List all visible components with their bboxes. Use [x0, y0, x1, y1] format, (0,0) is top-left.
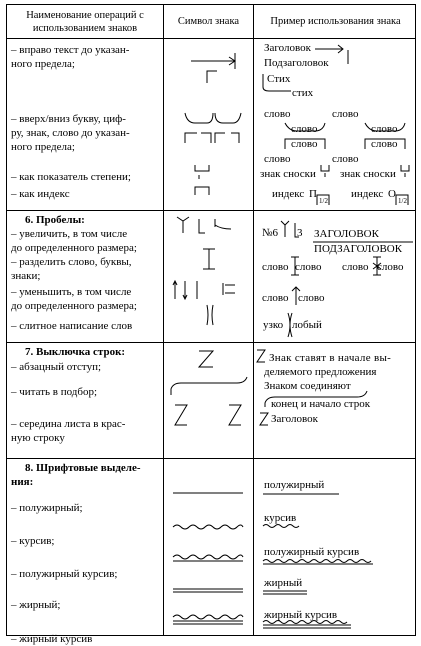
- example-narrow-b: лобый: [292, 319, 322, 331]
- example-index-1: индекс: [272, 188, 305, 200]
- superscript-mark-icon: [195, 165, 209, 179]
- bold-double-underline-icon: [173, 589, 243, 592]
- op-decrease-line1: – уменьшить, в том числе: [11, 286, 132, 298]
- example-number-marks-icon: [277, 219, 307, 241]
- run-in-mark-icon: [171, 377, 247, 395]
- example-semibold-italic: полужирный курсив: [264, 546, 360, 558]
- example-center-mark-icon: [258, 411, 272, 429]
- semibold-italic-underline-icon: [173, 555, 243, 561]
- subscript-mark-icon: [195, 187, 209, 195]
- op-runin: – читать в подбор;: [11, 386, 98, 398]
- example-bold-italic-underline-icon: [263, 619, 359, 629]
- column-divider-2: [253, 5, 254, 635]
- op-semibold-italic: – полужирный курсив;: [11, 568, 118, 580]
- italic-wavy-underline-icon: [173, 525, 243, 529]
- header-divider: [7, 38, 415, 39]
- example-word-5: слово: [291, 138, 318, 150]
- example-caps-heading: ЗАГОЛОВОК: [314, 228, 379, 240]
- example-footnote-marks-icon: [319, 163, 419, 179]
- example-narrow-a: узко: [263, 319, 284, 331]
- section-divider-2: [7, 342, 415, 343]
- header-example: Пример использования знака: [270, 16, 401, 27]
- example-semibold-italic-underline-icon: [263, 558, 379, 566]
- example-word-3: слово: [291, 123, 318, 135]
- example-word-1: слово: [264, 108, 291, 120]
- example-subheading: Подзаголовок: [264, 57, 329, 69]
- example-semibold-underline-icon: [263, 493, 343, 497]
- example-limit-mark-icon: [342, 50, 354, 66]
- example-index-sub-2: 1/2: [398, 197, 407, 205]
- header-operation: Наименование операций с использованием знаков: [26, 9, 144, 34]
- header-symbol: Символ знака: [177, 16, 240, 27]
- op-italic: – курсив;: [11, 535, 55, 547]
- op-right-line1: – вправо текст до указан-: [11, 44, 130, 56]
- space-marks-symbols: [173, 215, 249, 335]
- op-power: – как показатель степени;: [11, 171, 131, 183]
- example-index-marks-icon: [315, 191, 415, 205]
- example-sign-line2: деляемого предложения: [264, 366, 377, 378]
- op-increase-line1: – увеличить, в том числе: [11, 228, 128, 240]
- bold-italic-underline-icon: [173, 615, 243, 624]
- op-decrease-line2: до определенного размера;: [11, 300, 137, 312]
- example-join-mark-icon: [282, 311, 298, 339]
- example-bold-italic: жирный курсив: [264, 609, 338, 621]
- proof-marks-table: [6, 4, 416, 645]
- example-bold: жирный: [264, 577, 303, 589]
- justification-marks-symbols: [167, 347, 251, 451]
- example-join-line2: конец и начало строк: [271, 398, 371, 410]
- op-increase-line2: до определенного размера;: [11, 242, 137, 254]
- move-marks-symbols: [185, 45, 245, 205]
- example-indent-mark-icon: [255, 348, 269, 366]
- example-index-2: индекс: [351, 188, 384, 200]
- example-updown-marks-icon: [285, 117, 417, 157]
- example-caps-subheading: ПОДЗАГОЛОВОК: [314, 243, 403, 255]
- example-space-reduce-mark-icon: [290, 285, 302, 309]
- decrease-space-icon: [173, 281, 235, 299]
- op-join: – слитное написание слов: [11, 320, 133, 332]
- increase-space-icon: [177, 217, 231, 233]
- example-index-letter-1: П: [309, 188, 317, 200]
- section-justification-title: 7. Выключка строк:: [25, 346, 126, 358]
- op-bold: – жирный;: [11, 599, 61, 611]
- op-split-line2: знаки;: [11, 270, 41, 282]
- example-verse-2: стих: [292, 87, 314, 99]
- op-updown-line3: ного предела;: [11, 141, 75, 153]
- section-emphasis-title-line2: ния:: [11, 476, 34, 488]
- section-emphasis-title-line1: 8. Шрифтовые выделе-: [25, 462, 141, 474]
- example-space-word-4: слово: [377, 261, 404, 273]
- section-spaces-title: 6. Пробелы:: [25, 214, 85, 226]
- op-bold-italic: – жирный курсив: [11, 633, 93, 645]
- op-center-line2: ную строку: [11, 432, 65, 444]
- move-right-arrow-icon: [191, 53, 235, 83]
- join-words-icon: [207, 305, 213, 325]
- center-line-mark-icon: [175, 405, 241, 425]
- section-divider-1: [7, 210, 415, 211]
- example-number-2: 3: [297, 227, 303, 239]
- example-italic: курсив: [264, 512, 297, 524]
- example-index-sub-1: 1/2: [319, 197, 328, 205]
- example-space-word-3: слово: [342, 261, 369, 273]
- example-word-2: слово: [332, 108, 359, 120]
- indent-mark-icon: [199, 351, 213, 367]
- op-right-line2: ного предела;: [11, 58, 75, 70]
- column-divider-1: [163, 5, 164, 635]
- example-italic-underline-icon: [263, 523, 305, 529]
- example-space-word-1: слово: [262, 261, 289, 273]
- example-verse-1: Стих: [267, 73, 291, 85]
- example-word-8: слово: [332, 153, 359, 165]
- example-bold-underline-icon: [263, 590, 313, 596]
- example-space-word-6: слово: [298, 292, 325, 304]
- op-split-line1: – разделить слово, буквы,: [11, 256, 132, 268]
- op-semibold: – полужирный;: [11, 502, 83, 514]
- emphasis-marks-symbols: [173, 491, 245, 641]
- example-footnote-1: знак сноски: [260, 168, 316, 180]
- example-space-split-marks-icon: [289, 255, 389, 279]
- example-semibold: полужирный: [264, 479, 325, 491]
- example-join-line1: Знаком соединяют: [264, 380, 351, 392]
- op-updown-line1: – вверх/вниз букву, циф-: [11, 113, 126, 125]
- move-up-down-marks-icon: [185, 113, 241, 143]
- example-index-letter-2: О: [388, 188, 396, 200]
- section-divider-3: [7, 458, 415, 459]
- op-index: – как индекс: [11, 188, 70, 200]
- example-space-word-2: слово: [295, 261, 322, 273]
- op-indent: – абзацный отступ;: [11, 361, 102, 373]
- example-center-heading: Заголовок: [271, 413, 318, 425]
- example-footnote-2: знак сноски: [340, 168, 396, 180]
- example-space-word-5: слово: [262, 292, 289, 304]
- split-space-icon: [203, 249, 215, 269]
- example-heading: Заголовок: [264, 42, 311, 54]
- example-number-1: №6: [262, 227, 278, 239]
- example-word-6: слово: [371, 138, 398, 150]
- op-center-line1: – середина листа в крас-: [11, 418, 126, 430]
- example-word-7: слово: [264, 153, 291, 165]
- op-updown-line2: ру, знак, слово до указан-: [11, 127, 130, 139]
- example-sign-line1: Знак ставят в начале вы-: [269, 352, 392, 364]
- example-word-4: слово: [371, 123, 398, 135]
